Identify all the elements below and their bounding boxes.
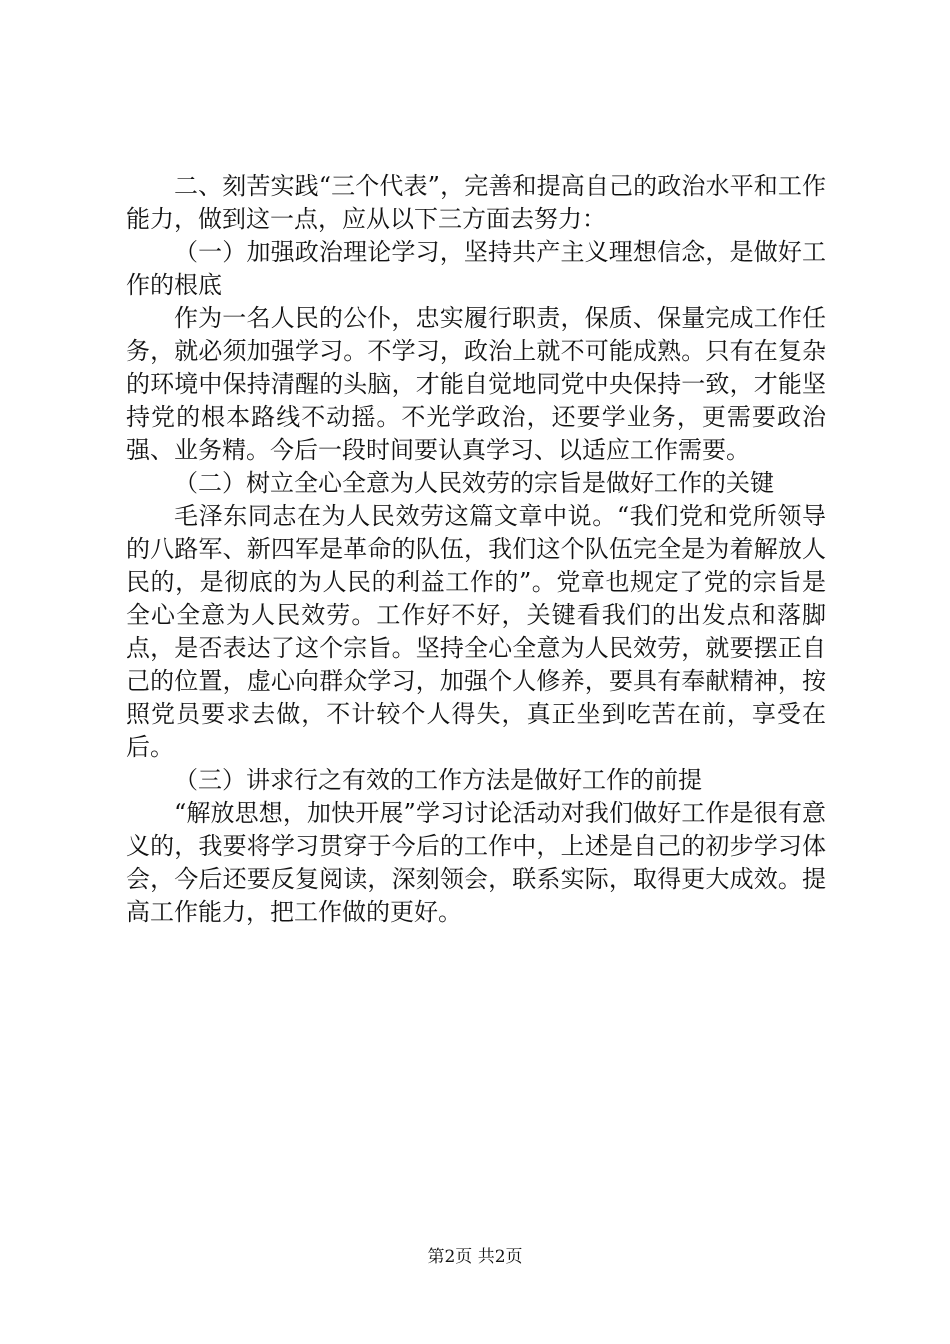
page-number: 第2页 共2页 — [427, 1247, 523, 1267]
document-body — [126, 170, 826, 929]
subsection-heading-3: （三）讲求行之有效的工作方法是做好工作的前提 — [174, 766, 702, 794]
body-paragraph-2: 毛泽东同志在为人民效劳这篇文章中说。“我们党和党所领导的八路军、新四军是革命的队伍，我们这个队伍完全是为着解放人民的，是彻底的为人民的利益工作的”。党章也规定了党的宗旨是全心全意为人民效劳。工作好不好，关键看我们的出发点和落脚点，是否表达了这个宗旨。坚持全心全意为人民效劳，就要摆正自己的位置，虚心向群众学习，加强个人修养，要具有奉献精神，按照党员要求去做，不计较个人得失，真正坐到吃苦在前，享受在后。 — [126, 502, 826, 761]
page-footer — [0, 1245, 950, 1269]
subsection-heading-2: （二）树立全心全意为人民效劳的宗旨是做好工作的关键 — [174, 469, 774, 497]
section-intro-paragraph: 二、刻苦实践“三个代表”，完善和提高自己的政治水平和工作能力，做到这一点，应从以下三方面去努力： — [126, 172, 826, 233]
body-paragraph-3: “解放思想，加快开展”学习讨论活动对我们做好工作是很有意义的，我要将学习贯穿于今后的工作中，上述是自己的初步学习体会，今后还要反复阅读，深刻领会，联系实际，取得更大成效。提高工作能力，把工作做的更好。 — [126, 799, 826, 926]
body-paragraph-1: 作为一名人民的公仆，忠实履行职责，保质、保量完成工作任务，就必须加强学习。不学习，政治上就不可能成熟。只有在复杂的环境中保持清醒的头脑，才能自觉地同党中央保持一致，才能坚持党的根本路线不动摇。不光学政治，还要学业务，更需要政治强、业务精。今后一段时间要认真学习、以适应工作需要。 — [126, 304, 826, 464]
subsection-heading-1: （一）加强政治理论学习，坚持共产主义理想信念，是做好工作的根底 — [126, 238, 826, 299]
